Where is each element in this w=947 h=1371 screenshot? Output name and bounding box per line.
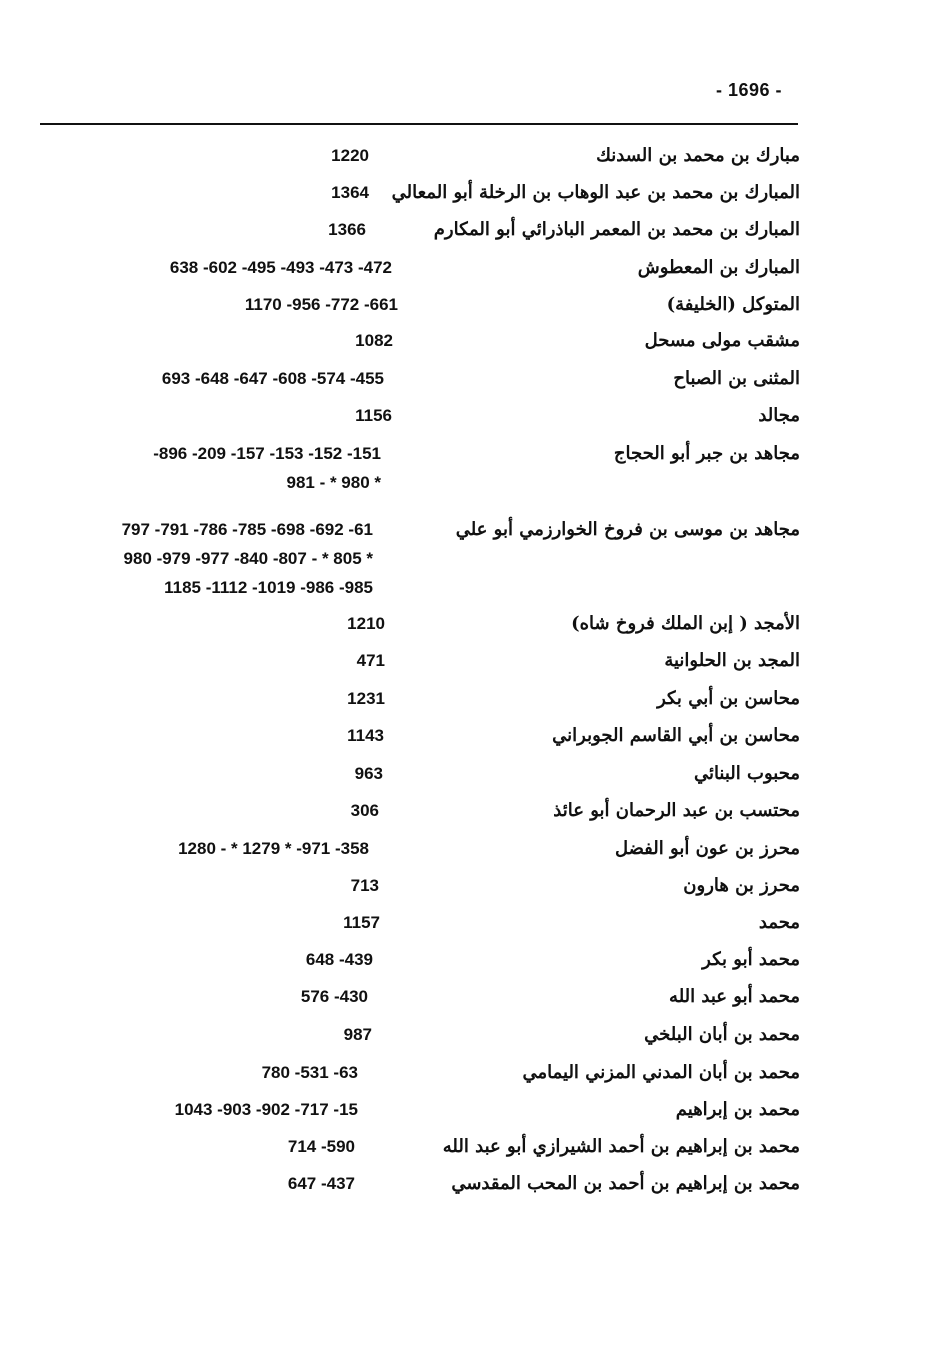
ref-line: 306 [350,801,379,820]
header-rule [40,123,798,125]
ref-line: 1043 -903 -902 -717 -15 [174,1100,358,1119]
ref-line: 471 [356,651,385,670]
ref-line: 1210 [347,614,385,633]
entry-name: مشقب مولى مسحل [644,330,800,351]
entry-name: المبارك بن محمد بن المعمر الباذرائي أبو المكارم [433,219,800,240]
entry-refs [54,368,384,397]
entry-refs [36,219,366,248]
entry-name: محمد بن أبان البلخي [644,1024,800,1045]
entry-refs [38,986,368,1015]
entry-name: محمد بن إبراهيم بن أحمد بن المحب المقدسي [451,1173,800,1194]
ref-line: 693 -648 -647 -608 -574 -455 [161,369,384,388]
ref-line: 647 -437 [287,1174,355,1193]
ref-line: 1157 [343,913,380,932]
entry-refs [62,257,392,286]
entry-refs [39,182,369,211]
entry-name: المبارك بن المعطوش [637,257,800,278]
entry-refs [62,405,392,434]
ref-line: 1280 - * 1279 * -971 -358 [178,839,369,858]
entry-name: مجاهد بن جبر أبو الحجاج [613,443,800,464]
page-number: - 1696 - [716,80,783,100]
ref-line: 797 -791 -786 -785 -698 -692 -61 [121,520,373,539]
ref-line: 963 [354,764,383,783]
ref-line: 714 -590 [287,1137,355,1156]
entry-refs [55,650,385,679]
entry-refs [49,875,379,904]
entry-refs [49,800,379,829]
entry-refs [53,763,383,792]
entry-name: المجد بن الحلوانية [664,650,800,671]
entry-refs [51,443,381,501]
entry-name: محاسن بن أبي القاسم الجوبراني [552,725,800,746]
ref-line: 1220 [331,146,369,165]
entry-name: المتوكل (الخليفة) [666,294,800,315]
entry-name: محرز بن عون أبو الفضل [614,838,800,859]
entry-name: محتسب بن عبد الرحمان أبو عائذ [553,800,800,821]
ref-line: 1082 [355,331,393,350]
entry-name: محاسن بن أبي بكر [657,688,800,709]
entry-refs [54,725,384,754]
entry-refs [43,949,373,978]
ref-line: 1366 [328,220,366,239]
entry-refs [55,613,385,642]
entry-name: محمد [758,912,800,933]
entry-name: الأمجد ( إبن الملك فروخ شاه) [571,613,800,634]
entry-name: محرز بن هارون [683,875,800,896]
entry-refs [50,912,380,941]
entry-refs [25,1173,355,1202]
entry-refs [25,1136,355,1165]
ref-line: 1231 [347,689,385,708]
entry-refs [28,1099,358,1128]
entry-name: محمد أبو عبد الله [669,986,800,1007]
ref-line: 1185 -1112 -1019 -986 -985 [164,578,373,597]
ref-line: 638 -602 -495 -493 -473 -472 [169,258,392,277]
entry-name: محمد بن أبان المدني المزني اليمامي [522,1062,800,1083]
entry-refs [39,838,369,867]
ref-line: -896 -209 -157 -153 -152 -151 [153,444,381,463]
ref-line: 980 -979 -977 -840 -807 - * 805 * [123,549,373,568]
entry-refs [28,1062,358,1091]
entry-refs [63,330,393,359]
ref-line: 1364 [331,183,369,202]
entry-name: المبارك بن محمد بن عبد الوهاب بن الرخلة أبو المعالي [391,182,800,203]
ref-line: 713 [350,876,379,895]
entry-name: مجالد [758,405,800,426]
entry-name: محمد بن إبراهيم [675,1099,800,1120]
entry-refs [39,145,369,174]
entry-refs [43,519,373,606]
entry-refs [42,1024,372,1053]
entry-name: مبارك بن محمد بن السدنك [596,145,800,166]
ref-line: 648 -439 [305,950,373,969]
ref-line: 987 [343,1025,372,1044]
entry-name: مجاهد بن موسى بن فروخ الخوارزمي أبو علي [455,519,800,540]
ref-line: 780 -531 -63 [261,1063,358,1082]
ref-line: 1170 -956 -772 -661 [244,295,398,314]
ref-line: 1143 [347,726,384,745]
ref-line: 981 - * 980 * [286,473,381,492]
entry-name: المثنى بن الصباح [673,368,800,389]
ref-line: 1156 [355,406,392,425]
ref-line: 576 -430 [300,987,368,1006]
entry-name: محبوب البنائي [693,763,800,784]
entry-refs [68,294,398,323]
entry-name: محمد أبو بكر [702,949,800,970]
entry-name: محمد بن إبراهيم بن أحمد الشيرازي أبو عبد الله [442,1136,800,1157]
entry-refs [55,688,385,717]
